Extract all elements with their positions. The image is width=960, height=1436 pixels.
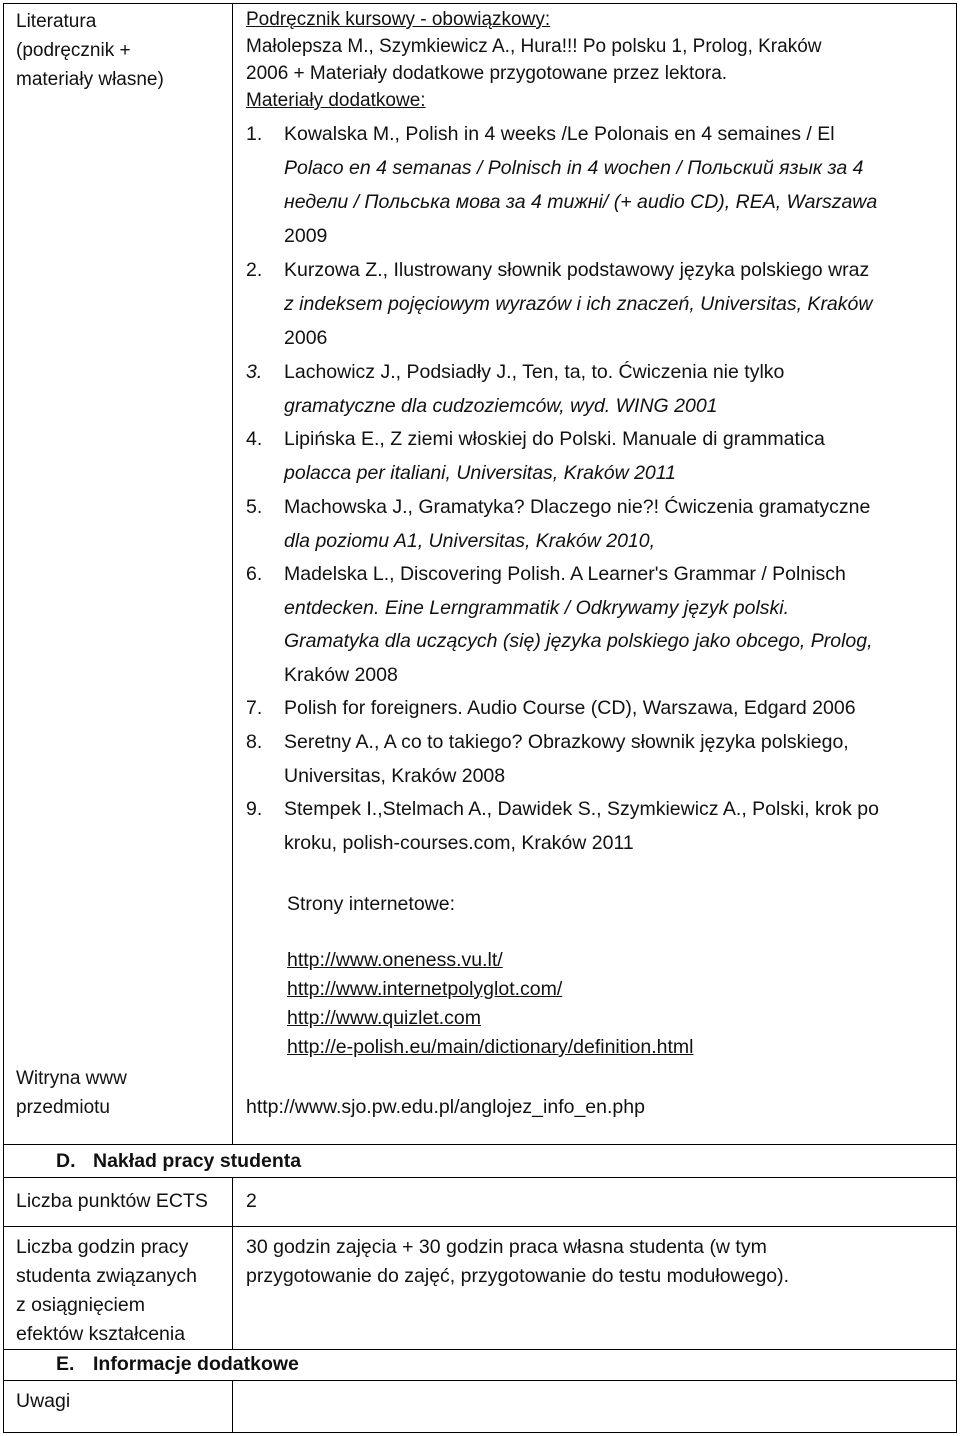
list-item-7-number: 7. — [246, 697, 263, 719]
list-item-9-line-2: kroku, polish-courses.com, Kraków 2011 — [284, 832, 634, 854]
list-item-1-line-4: 2009 — [284, 225, 328, 247]
hours-value-line-1: 30 godzin zajęcia + 30 godzin praca własna studenta (w tym — [246, 1236, 767, 1258]
table-border-top — [3, 3, 957, 4]
list-item-2-line-1: Kurzowa Z., Ilustrowany słownik podstawowy języka polskiego wraz — [284, 259, 870, 281]
ects-value: 2 — [246, 1190, 257, 1212]
mandatory-heading: Podręcznik kursowy - obowiązkowy: — [246, 9, 551, 30]
hours-label-line-3: z osiągnięciem — [16, 1294, 145, 1316]
literatura-label-line-3: materiały własne) — [16, 69, 164, 90]
section-e-letter: E. — [56, 1353, 75, 1375]
list-item-6-line-1: Madelska L., Discovering Polish. A Learner's Grammar / Polnisch — [284, 563, 846, 585]
witryna-url[interactable]: http://www.sjo.pw.edu.pl/anglojez_info_en.php — [246, 1096, 645, 1118]
section-d-title: Nakład pracy studenta — [93, 1150, 302, 1172]
ects-label: Liczba punktów ECTS — [16, 1190, 208, 1212]
section-d-letter: D. — [56, 1150, 76, 1172]
list-item-8-number: 8. — [246, 731, 263, 753]
list-item-1-number: 1. — [246, 123, 263, 145]
column-divider-ects — [232, 1177, 233, 1349]
list-item-1-line-2: Polaco en 4 semanas / Polnisch in 4 wochen / Польский язык за 4 — [284, 157, 864, 179]
table-border-bottom — [3, 1432, 957, 1433]
mandatory-line-1: Małolepsza M., Szymkiewicz A., Hura!!! Po polsku 1, Prolog, Kraków — [246, 36, 822, 57]
list-item-1-line-1: Kowalska M., Polish in 4 weeks /Le Polonais en 4 semaines / El — [284, 123, 835, 145]
list-item-9-number: 9. — [246, 798, 263, 820]
website-link-quizlet[interactable]: http://www.quizlet.com — [287, 1007, 481, 1029]
list-item-3-line-2: gramatyczne dla cudzoziemców, wyd. WING 2001 — [284, 395, 718, 417]
list-item-5-line-2: dla poziomu A1, Universitas, Kraków 2010, — [284, 530, 656, 552]
literatura-label-line-1: Literatura — [16, 11, 97, 32]
table-border-right — [956, 3, 957, 1433]
mandatory-line-2: 2006 + Materiały dodatkowe przygotowane przez lektora. — [246, 63, 728, 84]
uwagi-label: Uwagi — [16, 1390, 71, 1412]
column-divider-uwagi — [232, 1380, 233, 1432]
list-item-8-line-2: Universitas, Kraków 2008 — [284, 765, 506, 787]
list-item-2-number: 2. — [246, 259, 263, 281]
column-divider-top — [232, 3, 233, 1144]
witryna-label-line-1: Witryna www — [16, 1068, 127, 1089]
list-item-4-number: 4. — [246, 428, 263, 450]
witryna-label-line-2: przedmiotu — [16, 1097, 110, 1118]
section-e-title: Informacje dodatkowe — [93, 1353, 299, 1375]
list-item-3-number: 3. — [246, 361, 263, 383]
list-item-6-line-2: entdecken. Eine Lerngrammatik / Odkrywamy język polski. — [284, 597, 790, 619]
row-divider-ects — [3, 1226, 957, 1227]
list-item-5-number: 5. — [246, 496, 263, 518]
row-divider-section-d — [3, 1177, 957, 1178]
row-divider-witryna — [3, 1144, 957, 1145]
list-item-5-line-1: Machowska J., Gramatyka? Dlaczego nie?! Ćwiczenia gramatyczne — [284, 496, 871, 518]
list-item-9-line-1: Stempek I.,Stelmach A., Dawidek S., Szymkiewicz A., Polski, krok po — [284, 798, 879, 820]
list-item-6-line-4: Kraków 2008 — [284, 664, 398, 686]
hours-value-line-2: przygotowanie do zajęć, przygotowanie do testu modułowego). — [246, 1265, 790, 1287]
list-item-2-line-3: 2006 — [284, 327, 328, 349]
list-item-1-line-3: недели / Польська мова за 4 тижні/ (+ audio CD), REA, Warszawa — [284, 191, 878, 213]
list-item-8-line-1: Seretny A., A co to takiego? Obrazkowy słownik języka polskiego, — [284, 731, 849, 753]
website-link-oneness[interactable]: http://www.oneness.vu.lt/ — [287, 949, 503, 971]
hours-label-line-4: efektów kształcenia — [16, 1323, 186, 1345]
list-item-6-number: 6. — [246, 563, 263, 585]
list-item-2-line-2: z indeksem pojęciowym wyrazów i ich znaczeń, Universitas, Kraków — [284, 293, 873, 315]
table-border-left — [3, 3, 4, 1433]
website-link-internetpolyglot[interactable]: http://www.internetpolyglot.com/ — [287, 978, 563, 1000]
list-item-4-line-1: Lipińska E., Z ziemi włoskiej do Polski. Manuale di grammatica — [284, 428, 825, 450]
row-divider-section-e — [3, 1349, 957, 1350]
list-item-7-line-1: Polish for foreigners. Audio Course (CD), Warszawa, Edgard 2006 — [284, 697, 856, 719]
list-item-4-line-2: polacca per italiani, Universitas, Kraków 2011 — [284, 462, 676, 484]
websites-heading: Strony internetowe: — [287, 893, 456, 915]
hours-label-line-1: Liczba godzin pracy — [16, 1236, 189, 1258]
list-item-6-line-3: Gramatyka dla uczących (się) języka polskiego jako obcego, Prolog, — [284, 630, 873, 652]
hours-label-line-2: studenta związanych — [16, 1265, 198, 1287]
website-link-e-polish[interactable]: http://e-polish.eu/main/dictionary/definition.html — [287, 1036, 694, 1058]
literatura-label-line-2: (podręcznik + — [16, 40, 131, 61]
row-divider-uwagi — [3, 1380, 957, 1381]
additional-heading: Materiały dodatkowe: — [246, 90, 426, 111]
list-item-3-line-1: Lachowicz J., Podsiadły J., Ten, ta, to. Ćwiczenia nie tylko — [284, 361, 785, 383]
